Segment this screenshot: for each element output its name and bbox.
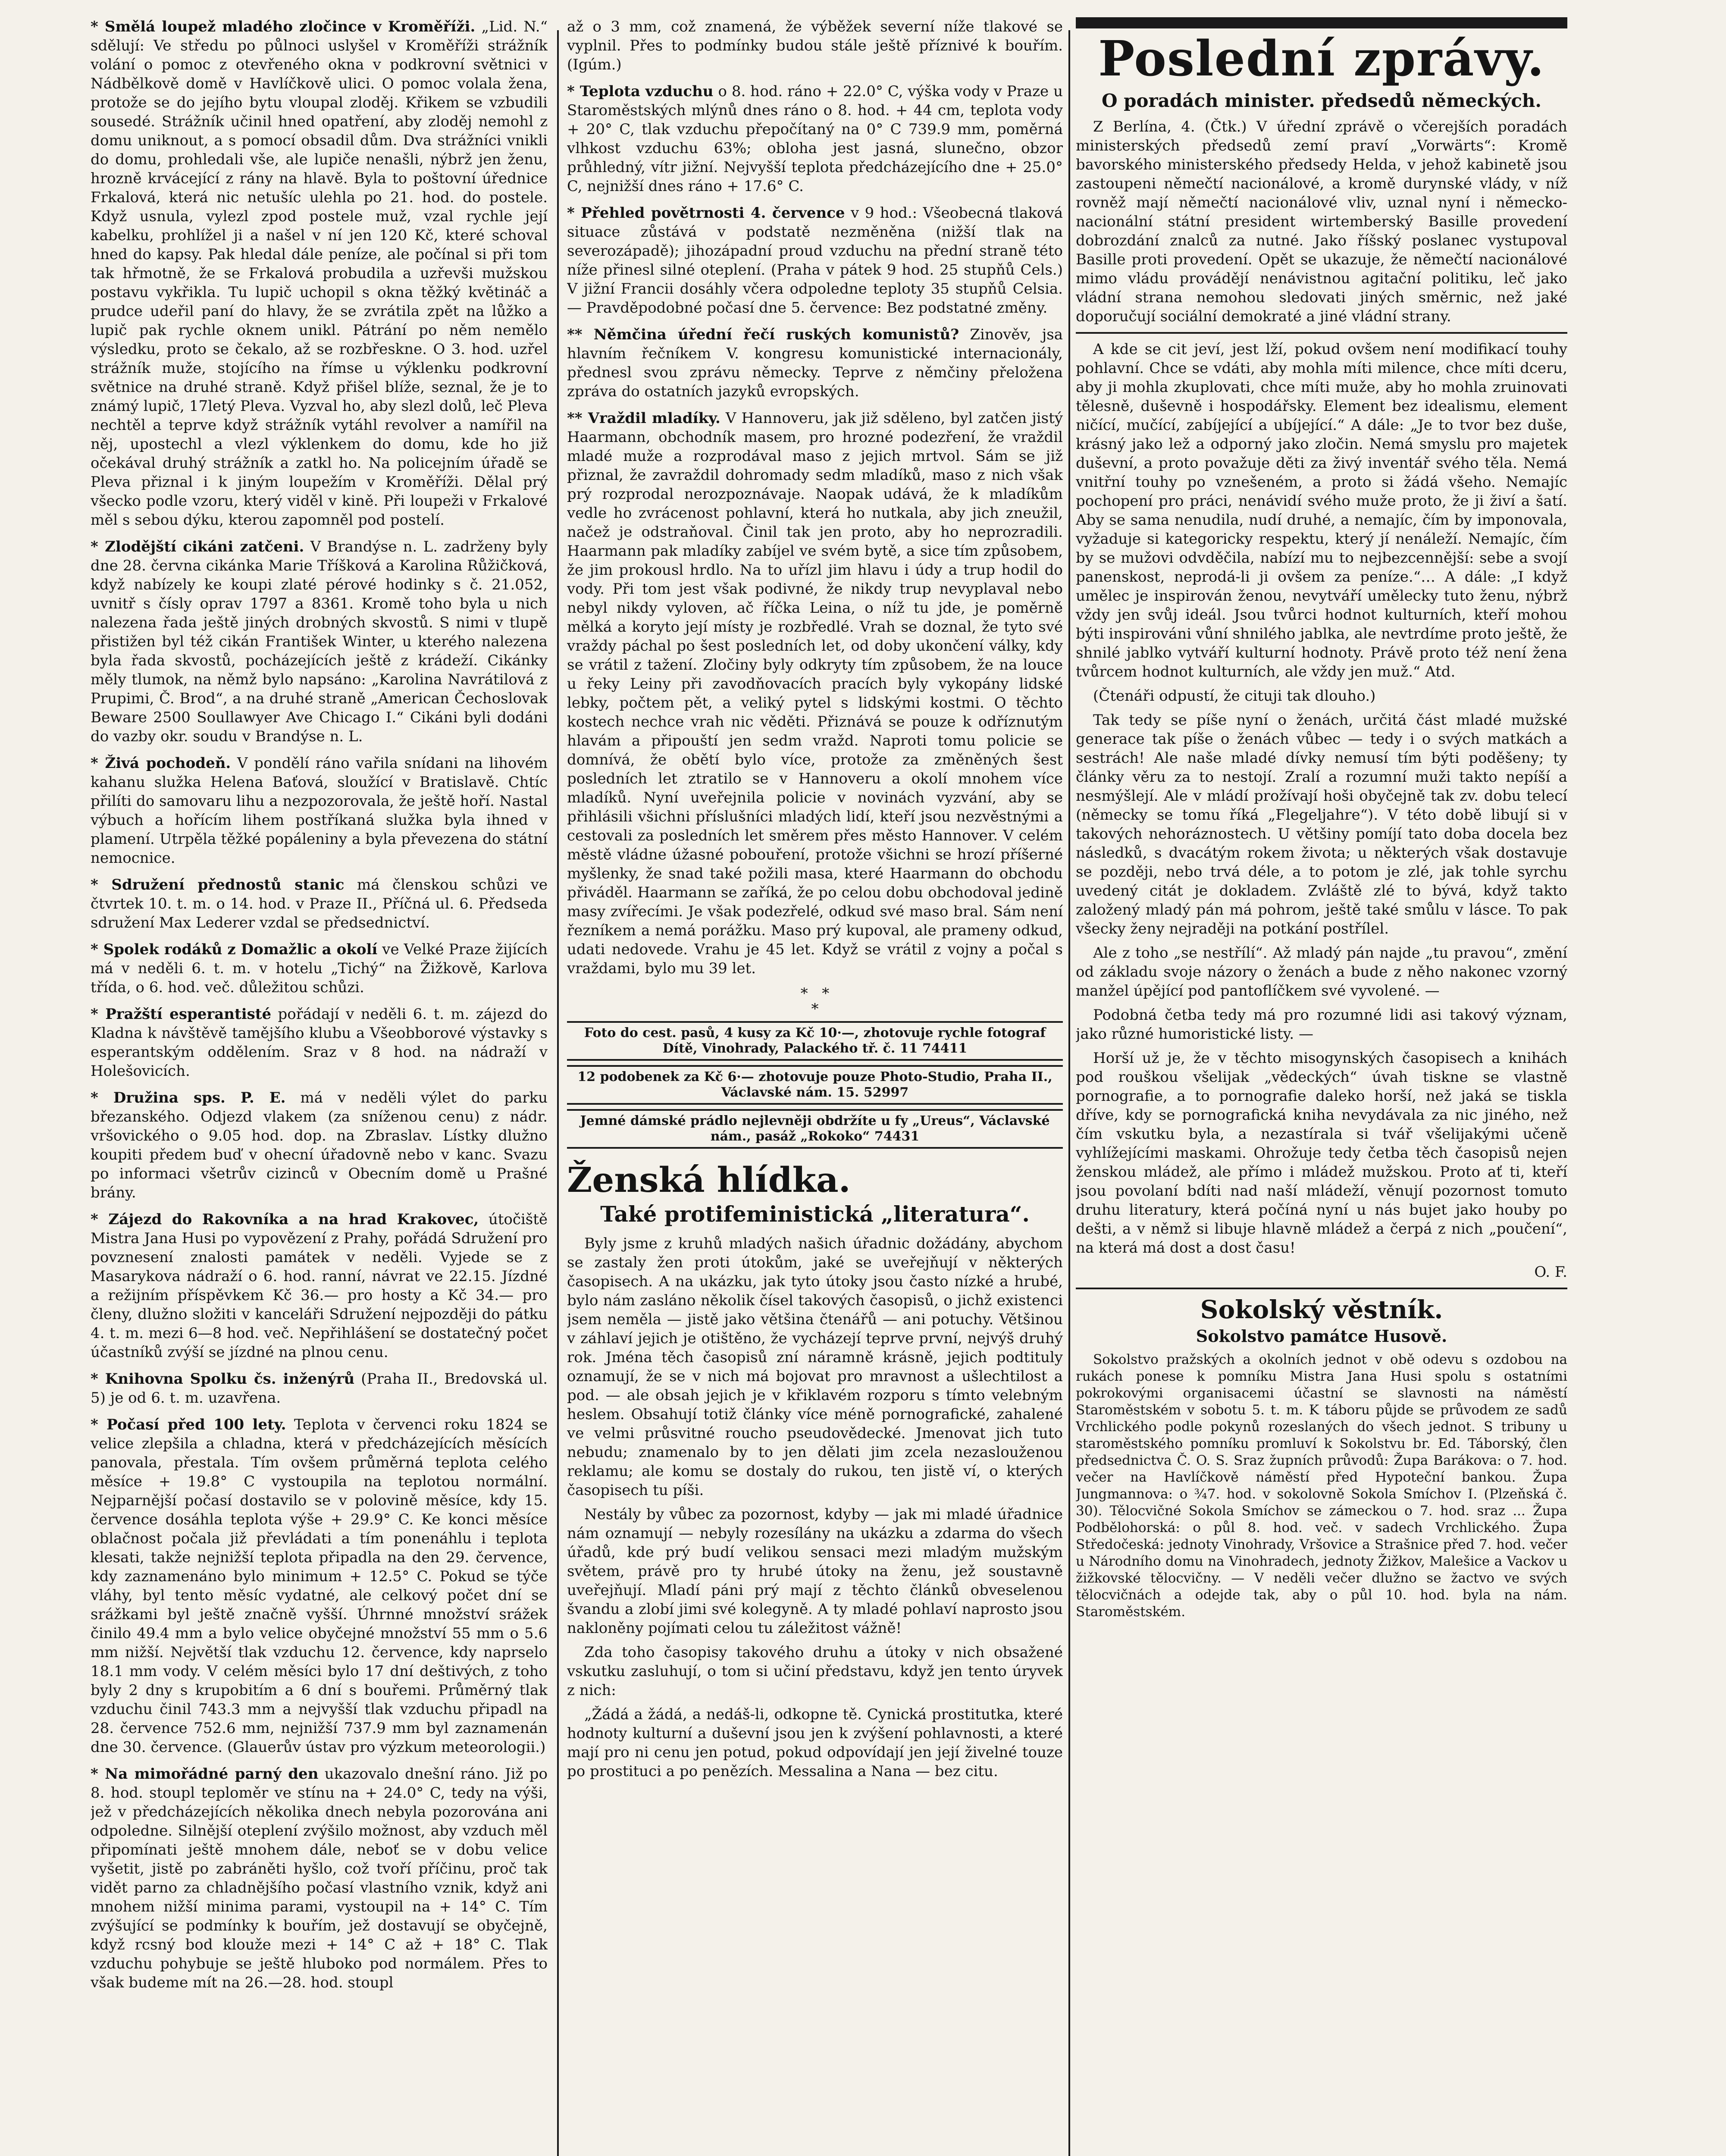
banner-latest-news: Poslední zprávy. xyxy=(1098,31,1545,87)
advertisement: Jemné dámské prádlo nejlevněji obdržíte u fy „Ureus“, Václavské nám., pasáž „Rokoko“ 74431 xyxy=(567,1109,1063,1149)
news-item-headline: * Přehled povětrnosti 4. července xyxy=(567,204,845,222)
essay-paragraph: Podobná četba tedy má pro rozumné lidi asi takový význam, jako různé humoristické listy. — xyxy=(1076,1006,1567,1043)
section-paragraph: Byly jsme z kruhů mladých našich úřadnic dožádány, abychom se zastaly žen proti útokům, jaké se uveřejňují v některých časopisech. A na ukázku, jak tyto útoky jsou často nízké a hrubé, bylo nám zasláno několik čísel takových časopisů, o jichž existenci jsem neměla — jistě jako většina čtenářů — ani potuchy. Většinou v záhlaví jejich je otištěno, že vycházejí teprve první, nejvýš druhý rok. Jména těch časopisů zní náramně krásně, jejich podtituly oznamují, že se v nich má bojovat pro mravnost a ušlechtilost a pod. — ale obsah jejich je v křiklavém rozporu s tímto velebným heslem. Obsahují totiž články více méně pornografické, zahalené ve velmi průsvitné roucho pseudovědecké. Jmenovat jich tuto nebudu; znamenalo by to jen dělati jim zcela nezaslouženou reklamu; ale komu se dostaly do rukou, ten jistě ví, o kterých časopisech tu píši. xyxy=(567,1235,1063,1499)
news-item xyxy=(91,875,548,932)
news-item xyxy=(567,204,1063,317)
news-item-headline: * Knihovna Spolku čs. inženýrů xyxy=(91,1370,355,1388)
news-item-body: má v neděli výlet do parku březanského. Odjezd vlakem (za sníženou cenu) z nádr. vršovického o 9.05 hod. dop. na Zbraslav. Lístky dlužno koupiti předem buď v ohecní úřadovně nebo v kanc. Svazu po informaci všetrův cizinců v Obecním domě u Prašné brány. xyxy=(91,1089,548,1201)
section-body xyxy=(567,1234,1063,1781)
sokol-body: Sokolstvo pražských a okolních jednot v obě odevu s ozdobou na rukách ponese k pomníku Mistra Jana Husi spolu s ostatními pokrokovými organisacemi účastní se slavnosti na náměstí Staroměstském v sobotu 5. t. m. K táboru půjde se průvodem ze sadů Vrchlického podle pokynů rozeslaných do všech jednot. S tribuny u staroměstského pomníku promluví k Sokolstvu br. Ed. Táborský, člen předsednictva Č. O. S. Sraz župních průvodů: Župa Barákova: o 7. hod. večer na Havlíčkově náměstí před Hypoteční bankou. Župa Jungmannova: o ¾7. hod. v sokolovně Sokola Smíchov I. (Plzeňská č. 30). Tělocvičné Sokola Smíchov se zámeckou o 7. hod. sraz ... Župa Podbělohorská: o půl 8. hod. več. v sadech Vrchlického. Župa Středočeská: jednoty Vinohrady, Vršovice a Strašnice před 7. hod. večer u Národního domu na Vinohradech, jednoty Žižkov, Malešice a Vackov u žižkovské tělocvičny. — V neděli večer dlužno se žactvo ve svých tělocvičnách a odejde tak, aby o půl 10. hod. byla na nám. Staroměstském. xyxy=(1076,1352,1567,1620)
essay-signature: O. F. xyxy=(1534,1263,1567,1281)
news-item-headline: * Teplota vzduchu xyxy=(567,83,714,100)
advertisement: Foto do cest. pasů, 4 kusy za Kč 10·—, zhotovuje rychle fotograf Dítě, Vinohrady, Palackého tř. č. 11 74411 xyxy=(567,1021,1063,1061)
separator-stars: * * * xyxy=(800,985,830,1018)
column-divider xyxy=(557,30,559,2156)
news-item-body: ukazovalo dnešní ráno. Již po 8. hod. stoupl teploměr ve stínu na + 24.0° C, tedy na výši, jež v předcházejících několika dnech nebyla pozorována ani odpoledne. Silnější oteplení zvýšilo možnost, aby vzduch měl připomínati ještě mnohem dále, neboť se v dobu velice vyšetit, jistě po zabráněti hyšlo, což tvoří příčinu, proč tak vidět parno za chladnějšího počasí vlastního vznik, když ani mnohem nižší minima parami, vystoupil na + 14° C. Tím zvýšující se podmínky k bouřím, jež dostavují se obyčejně, když rcsný bod klouže mezi + 14° C až + 18° C. Tlak vzduchu pohybuje se ještě hluboko pod normálem. Přes to však budeme mít na 26.—28. hod. stoupl xyxy=(91,1765,548,1991)
news-item-headline: * Pražští esperantisté xyxy=(91,1006,272,1023)
news-headline: O poradách minister. předsedů německých. xyxy=(1101,90,1542,111)
column-divider xyxy=(1068,30,1070,2156)
column-2 xyxy=(567,17,1063,2156)
section-subtitle: Také protifeministická „literatura“. xyxy=(600,1201,1030,1227)
sokol-subtitle: Sokolstvo památce Husově. xyxy=(1196,1326,1447,1346)
column-1 xyxy=(91,17,548,2156)
news-item-headline: * Sdružení přednostů stanic xyxy=(91,876,345,893)
essay-paragraph: Tak tedy se píše nyní o ženách, určitá část mladé mužské generace tak píše o ženách vůbec — tedy i o svých matkách a sestrách! Ale naše mladé dívky nemusí tím býti poděšeny; ty články věru za to nestojí. Zralí a rozumní muži takto nepíší a nesmýšlejí. Ale v mládí prožívají hoši obyčejně tak zv. dobu telecí (německy se tomu říká „Flegeljahre“). V této době libují si v takových nehoráznostech. U většiny pomíjí tato doba docela bez následků, s dvacátým rokem života; u některých však dostavuje se později, nebo trvá déle, a to potom je zlé, jak tohle syrchu uvedený citát je dokladem. Zvláště zlé to bývá, když takto založený mladý pán má pohrom, ještě také smůlu v lásce. To pak všecky ženy nejraději na potkání postřílel. xyxy=(1076,711,1567,937)
section-paragraph: „Žádá a žádá, a nedáš-li, odkopne tě. Cynická prostitutka, které hodnoty kulturní a duševní jsou jen k zvýšení pohlavnosti, a které mají pro ni cenu jen potud, pokud odpovídají jen její živelné touze po prostituci a po penězích. Messalina a Nana — bez citu. xyxy=(567,1706,1063,1780)
news-item xyxy=(91,537,548,746)
news-item xyxy=(91,940,548,997)
news-item xyxy=(91,1005,548,1081)
news-bottom-rule xyxy=(1076,332,1567,334)
column-2-articles xyxy=(567,17,1063,978)
news-item-body: V pondělí ráno vařila snídani na lihovém kahanu služka Helena Baťová, sloužící v Bratislavě. Chtíc přilíti do samovaru lihu a nezpozorovala, že ještě hoří. Nastal výbuch a hořícím lihem postříkaná služka byla ihned v plamení. Utrpěla těžké popáleniny a byla převezena do státní nemocnice. xyxy=(91,755,548,867)
news-item xyxy=(91,1210,548,1362)
advertisement: 12 podobenek za Kč 6·— zhotovuje pouze Photo-Studio, Praha II., Václavské nám. 15. 52997 xyxy=(567,1065,1063,1105)
news-item-body: v 9 hod.: Všeobecná tlaková situace zůstává v podstatě nezměněna (nižší tlak na severozápadě); jihozápadní proud vzduchu na přední straně této níže přinesl silné oteplení. (Praha v pátek 9 hod. 25 stupňů Cels.) V jižní Francii dosáhly včera odpoledne teploty 35 stupňů Celsia. — Pravděpodobné počasí dne 5. července: Bez podstatné změny. xyxy=(567,204,1063,317)
news-item-headline: * Živá pochodeň. xyxy=(91,755,231,772)
news-item-body: „Lid. N.“ sdělují: Ve středu po půlnoci uslyšel v Kroměříži strážník volání o pomoc z otevřeného okna v podkrovní světnici v Nádbělkově domě v Havlíčkově ulici. O pomoc volala žena, protože se do jejího bytu vloupal zloděj. Křikem se vzbudili sousedé. Strážník učinil hned opatření, aby zloděj nemohl z domu uniknout, a s pomocí obsadil dům. Dva strážníci vnikli do domu, prohledali vše, ale lupiče nenašli, nýbrž jen ženu, hrozně krvácející z rány na hlavě. Byla to poštovní úřednice Frkalová, která nic netušíc ulehla po 21. hod. do postele. Když usnula, vylezl zpod postele muž, vzal rychle její kabelku, prohlížel ji a našel v ní jen 120 Kč, které schoval hned do kapsy. Pak hledal dále peníze, ale počínal si při tom tak hřmotně, že se Frkalová probudila a uzřevši mužskou postavu vykřikla. Tu lupič uchopil s okna těžký květináč a prudce udeřil paní do hlavy, že se zvrátila zpět na lůžko a lupič pak rychle oknem unikl. Pátrání po něm nemělo výsledku, proto se čekalo, až se rozbřeskne. O 3. hod. uzřel strážník muže, stojícího na římse u výklenku podkrovní světnice na druhé straně. Když přišel blíže, seznal, že je to známý lupič, 17letý Pleva. Vyzval ho, aby slezl dolů, leč Pleva nechtěl a teprve když strážník vytáhl revolver a namířil na něj, upostechl a vlezl výklenkem do domu, kde ho již očekával druhý strážník a zatkl ho. Na policejním úřadě se Pleva přiznal i k jiným loupežím v Kroměříži. Dělal prý všecko podle vzoru, který viděl v kině. Při loupeži v Frkalové měl s sebou dýku, kterou zapomněl pod postelí. xyxy=(91,18,548,529)
news-item-body: o 8. hod. ráno + 22.0° C, výška vody v Praze u Staroměstských mlýnů dnes ráno o 8. hod. + 44 cm, teplota vody + 20° C, tlak vzduchu přepočítaný na 0° C 739.9 mm, poměrná vlhkost vzduchu 63%; obloha jest jasná, slunečno, obzor průhledný, vítr jižní. Nejvyšší teplota předcházejícího dne + 25.0° C, nejnižší dnes ráno + 17.6° C. xyxy=(567,83,1063,195)
banner-rule xyxy=(1076,17,1567,28)
section-title-zenska-hlidka: Ženská hlídka. xyxy=(567,1159,851,1200)
news-item-headline: * Zájezd do Rakovníka a na hrad Krakovec, xyxy=(91,1211,479,1228)
news-item-body: (Praha II., Bredovská ul. 5) je od 6. t. m. uzavřena. xyxy=(91,1370,548,1407)
essay-paragraph: Ale z toho „se nestřílí“. Až mladý pán najde „tu pravou“, změní od základu svoje názory o ženách a bude z něho nakonec vzorný manžel úpějící pod pantoflíčkem své vyvolené. — xyxy=(1076,944,1567,1000)
section-paragraph: Zda toho časopisy takového druhu a útoky v nich obsažené vskutku zasluhují, o tom si učiní představu, když jen tento úryvek z nich: xyxy=(567,1644,1063,1699)
section-paragraph: Nestály by vůbec za pozornost, kdyby — jak mi mladé úřadnice nám oznamují — nebyly rozesílány na ukázku a zdarma do všech úřadů, kde prý budí velikou sensaci mezi mladým mužským světem, právě pro ty hrubé útoky na ženu, jež soustavně uveřejňují. Mladí páni prý mají z těchto článků obveselenou švandu a zlobí jimi své kolegyně. A ty mladé pohlaví naprosto jsou nakloněny pojímati celou tu záležitost vážně! xyxy=(567,1506,1063,1637)
news-item-body: Zinověv, jsa hlavním řečníkem V. kongresu komunistické internacionály, přednesl svou zprávu německy. Teprve z němčiny přeložena zpráva do ostatních jazyků evropských. xyxy=(567,326,1063,400)
news-item xyxy=(91,1415,548,1757)
news-item xyxy=(91,1088,548,1202)
essay-paragraph: Horší už je, že v těchto misogynských časopisech a knihách pod rouškou všelijak „vědeckých“ úvah tiskne se vlastně pornografie, a to pornografie daleko horší, než jaká se tiskla dříve, kdy se pornografická kniha nevydávala za nic jiného, než čím vskutku byla, a nezastírala si tvář všelijakými učeně vyhlížejícími maskami. Ohrožuje tedy četba těch časopisů nejen ženskou mládež, ale přímo i mládež mužskou. Proto ať ti, kteří jsou povolaní bdíti nad naší mládeží, věnují pozornost tomuto druhu literatury, která počíná nyní u nás bujet jako houby po dešti, a v němž si libuje hlavně mládež a čerpá z nich „poučení“, na která má dost a dost času! xyxy=(1076,1050,1567,1257)
news-item xyxy=(91,17,548,530)
news-body: Z Berlína, 4. (Čtk.) V úřední zprávě o včerejších poradách ministerských předsedů zemí praví „Vorwärts“: Kromě bavorského ministerského předsedy Helda, v jehož kabinetě jsou zastoupeni němečtí nacionálové, a kromě durynské vlády, v níž rovněž mají němečtí nacionálové vliv, uznal nyní i německo-nacionální státní president wirtemberský Basille provedení dobrozdání znalců za nutné. Jako říšský poslanec vystupoval Basille proti provedení. Opět se ukazuje, že němečtí nacionálové mimo vládu provádějí nenávistnou agitační politiku, leč jako vládní strana nemohou sledovati jiných směrnic, než jaké doporučují sociální demokraté a jiné vládní strany. xyxy=(1076,118,1567,325)
news-item xyxy=(91,1369,548,1407)
news-item-headline: * Družina sps. P. E. xyxy=(91,1089,286,1106)
news-item-headline: * Smělá loupež mladého zločince v Kroměříži. xyxy=(91,18,476,35)
news-item xyxy=(567,82,1063,196)
sokol-top-rule xyxy=(1076,1288,1567,1289)
news-item-body: V Brandýse n. L. zadrženy byly dne 28. června cikánka Marie Tříšková a Karolina Růžičková, když nabízely ke koupi zlaté pérové hodinky s č. 21.052, uvnitř s čísly oprav 1797 a 8361. Kromě toho byla u nich nalezena řada ještě jiných drobných skvostů. S nimi v tlupě přistižen byl též cikán František Winter, u kterého nalezena byla řada skvostů, pocházejících ještě z krádeží. Cikánky měly tlumok, na němž bylo napsáno: „Karolina Navrátilová z Prupimi, Č. Brod“, a na druhé straně „American Čechoslovak Beware 2500 Soullawyer Ave Chicago I.“ Cikáni byli dodáni do vazby okr. soudu v Brandýse n. L. xyxy=(91,538,548,745)
news-item xyxy=(91,1764,548,1992)
news-item xyxy=(567,325,1063,401)
news-item-body: má členskou schůzi ve čtvrtek 10. t. m. o 14. hod. v Praze II., Příčná ul. 6. Předseda sdružení Max Lederer vzdal se předsednictví. xyxy=(91,876,548,931)
news-item xyxy=(567,17,1063,74)
essay-paragraph: (Čtenáři odpustí, že cituji tak dlouho.) xyxy=(1093,687,1376,705)
news-item-headline: * Na mimořádné parný den xyxy=(91,1765,319,1783)
news-item xyxy=(91,754,548,868)
news-item-headline: ** Němčina úřední řečí ruských komunistů? xyxy=(567,326,959,343)
sokol-title: Sokolský věstník. xyxy=(1200,1295,1443,1324)
essay-continuation xyxy=(1076,340,1567,1257)
news-item-headline: * Spolek rodáků z Domažlic a okolí xyxy=(91,941,378,958)
news-item-headline: * Zlodějští cikáni zatčeni. xyxy=(91,538,304,555)
news-item-body: až o 3 mm, což znamená, že výběžek severní níže tlakové se vyplnil. Přes to podmínky budou stále ještě příznivé k bouřím. (Igúm.) xyxy=(567,18,1063,73)
advertisements xyxy=(567,1021,1063,1149)
news-item-body: V Hannoveru, jak již sděleno, byl zatčen jistý Haarmann, obchodník masem, pro hrozné podezření, že vraždil mladé muže a rozprodával maso z jejich mrtvol. Sám se již přiznal, že zavraždil dohromady sedm mladíků, maso z nich však prý rozprodal nerozpoznávaje. Naopak udává, že k mladíkům vedle ho zvrácenost pohlavní, která ho nutkala, aby jich zneužil, načež je odstraňoval. Činil tak jen proto, aby ho neprozradili. Haarmann pak mladíky zabíjel ve svém bytě, a sice tím způsobem, že jim prokousl hrdlo. Na to uřízl jim hlavu i údy a trup hodil do vody. Při tom jest však podivné, že nikdy trup nevyplaval nebo nebyl nikdy vyloven, ač říčka Leina, o níž tu jde, je poměrně mělká a koryto její místy je rozbředlé. Vrah se doznal, že tyto své vraždy páchal po šest posledních let, od doby ukončení války, kdy se vrátil z tažení. Zločiny byly odkryty tím způsobem, že na louce u řeky Leiny při zavodňovacích pracích byly vykopány lidské lebky, počtem pět, a veliký pytel s lidskými kostmi. O těchto kostech nechce vrah nic věděti. Přiznává se pouze k odříznutým hlavám a připouští jen sedm vražd. Naproti tomu policie se domnívá, že obětí bylo více, protože za změněných šest posledních let ztratilo se v Hannoveru a okolí mnohem více mladíků. Nyní uveřejnila policie v novinách vyzvání, aby se přihlásili všichni příslušníci mladých lidí, kteří jsou nezvěstnými a cestovali za posledních let směrem přes město Hannover. V celém městě vládne úžasné pobouření, protože všichni se hrozí příšerné myšlenky, že snad také požili masa, které Haarmann do obchodu přiváděl. Haarmann se zaříká, že po celou dobu obchodoval jedině masy zvířecími. Je však podezřelé, odkud své maso bral. Sám není řezníkem a nemá porážku. Maso prý kupoval, ale prameny odkud, udati nedovede. Vrahu je 45 let. Když se vrátil z vojny a počal s vraždami, bylo mu 39 let. xyxy=(567,410,1063,977)
essay-paragraph: A kde se cit jeví, jest lží, pokud ovšem není modifikací touhy pohlavní. Chce se vdáti, aby mohla míti milence, chce míti dceru, aby ji mohla zkuplovati, chce míti muže, aby ho mohla zruinovati tělesně, duševně i hospodářsky. Element bez idealismu, element ničící, mučící, zabíjející a ubíjející.“ A dále: „Je to tvor bez duše, krásný jako lež a odporný jako zločin. Nemá smyslu pro majetek duševní, a proto považuje děti za živý inventář svého těla. Nemá vnitřní touhy po vznešeném, a proto si žádá všeho. Nemajíc pochopení pro práci, nenávidí svého muže proto, že ji živí a šatí. Aby se sama nenudila, nudí druhé, a nemajíc, čím by imponovala, vyžaduje si kategoricky respektu, který jí nenáleží. Nemajíc, čím by se mužovi odvděčila, nabízí mu to nejbezcennější: sebe a svojí panenskost, neprodá-li ji ovšem za peníze.“… A dále: „I když umělec je inspirován ženou, nevytváří umělecky tuto ženu, nýbrž vždy jen svůj ideál. Jsou tvůrci hodnot kulturních, kteří mohou býti inspirováni vůní shnilého jablka, ale nevtrdíme proto ještě, že shnilé jablko vytváří kulturní hodnoty. Právě proto též není žena tvůrcem hodnot kulturních, ale vždy jen muž.“ Atd. xyxy=(1076,341,1567,680)
column-3 xyxy=(1076,17,1567,2156)
news-item-body: pořádají v neděli 6. t. m. zájezd do Kladna k návštěvě tamějšího klubu a Všeobborové výstavky s esperantským oddělením. Sraz v 8 hod. na nádraží v Holešovicích. xyxy=(91,1006,548,1080)
news-item-body: útočiště Mistra Jana Husi po vypovězení z Prahy, pořádá Sdružení pro povznesení znalosti památek v neděli. Vyjede se z Masarykova nádraží o 6. hod. ranní, návrat ve 22.15. Jízdné a režijním příspěvkem Kč 36.— pro hosty a Kč 34.— pro členy, dlužno složiti v kanceláři Sdružení nejpozději do pátku 4. t. m. mezi 6—8 hod. več. Nepřihlášení se dostatečný počet účastníků zvýší se jízdné na plnou cenu. xyxy=(91,1211,548,1361)
news-item-headline: * Počasí před 100 lety. xyxy=(91,1416,286,1433)
news-item xyxy=(567,409,1063,978)
news-item-headline: ** Vraždil mladíky. xyxy=(567,410,720,427)
news-item-body: Teplota v červenci roku 1824 se velice zlepšila a chladna, která v předcházejících měsících panovala, přestala. Tím ovšem průměrná teplota celého měsíce + 19.8° C vystoupila na teplotou normální. Nejparnější počasí dostavilo se v polovině měsíce, kdy 15. července dosáhla teplota výše + 29.9° C. Ke konci měsíce oblačnost počala již převládati a tím ponenáhlu i teplota klesati, takže nejnižší teplota připadla na den 29. července, kdy zaznamenáno bylo minimum + 12.5° C. Pokud se týče vláhy, byl tento měsíc vydatné, ale celkový počet dní se srážkami byl ještě značně vyšší. Úhrnné množství srážek činilo 49.4 mm a bylo velice obyčejné množství 55 mm o 5.6 mm nižší. Největší tlak vzduchu 12. července, kdy naprselo 18.1 mm vody. V celém měsíci bylo 17 dní deštivých, z toho byly 2 dny s krupobitím a 6 dní s bouřemi. Průměrný tlak vzduchu činil 743.3 mm a nejvyšší tlak vzduchu připadl na 28. července 752.6 mm, nejnižší 737.9 mm byl zaznamenán dne 30. července. (Glauerův ústav pro výzkum meteorologii.) xyxy=(91,1416,548,1756)
news-item-body: ve Velké Praze žijících má v neděli 6. t. m. v hotelu „Tichý“ na Žižkově, Karlova třída, o 6. hod. več. důležitou schůzi. xyxy=(91,941,548,996)
